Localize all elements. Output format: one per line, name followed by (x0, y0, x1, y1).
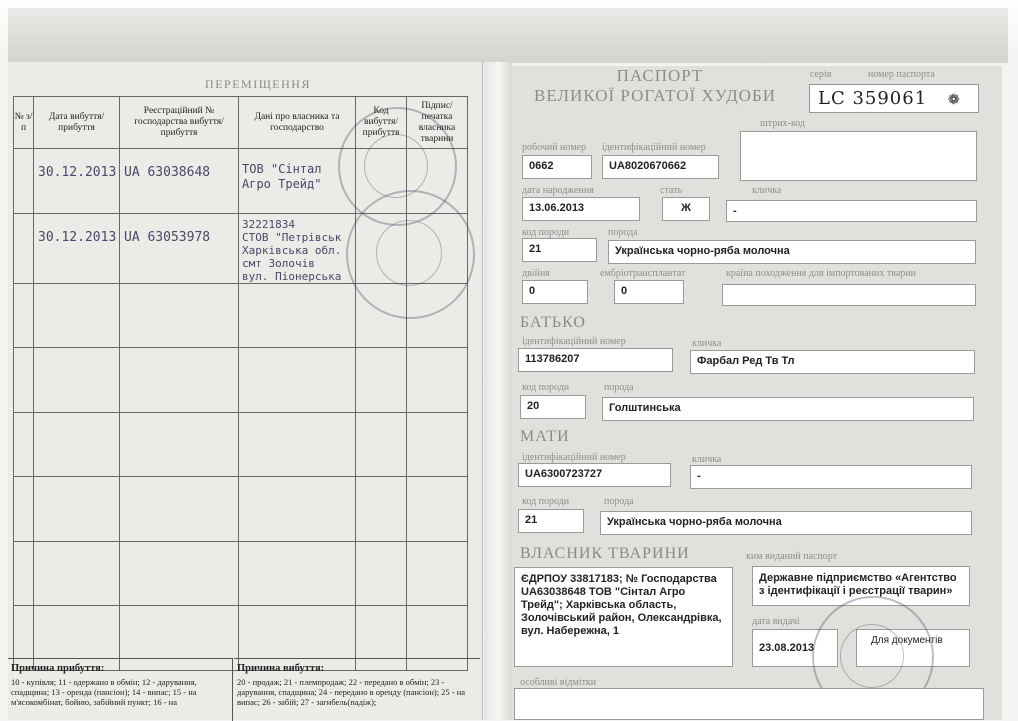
serial-label: серія (810, 69, 832, 80)
row2-owner-line3: Харківська обл. (242, 243, 342, 257)
passport-title-line2: ВЕЛИКОЇ РОГАТОЇ ХУДОБИ (534, 86, 776, 105)
passport-number-label: номер паспорта (868, 69, 935, 80)
dob-field: 13.06.2013 (522, 197, 640, 221)
table-row (14, 541, 468, 606)
father-section-title: БАТЬКО (520, 314, 586, 331)
arrival-reasons-title: Причина прибуття: (11, 663, 105, 674)
passport-serial-number: LC 359061 ❁ (809, 84, 979, 113)
nickname-field: - (726, 200, 977, 222)
mother-breed-field: Українська чорно-ряба молочна (600, 511, 972, 535)
row2-owner-line1: 32221834 (242, 217, 295, 231)
work-number-field: 0662 (522, 155, 592, 179)
notes-field (514, 688, 984, 720)
col-number: № з/п (14, 97, 34, 149)
breed-code-field: 21 (522, 238, 597, 262)
twins-field: 0 (522, 280, 588, 304)
sex-field: Ж (662, 197, 710, 221)
mother-breed-code-field: 21 (518, 509, 584, 533)
round-stamp-2-inner (376, 220, 442, 286)
col-reg-no: Реєстраційний № господарства вибуття/прибуття (120, 97, 239, 149)
dob-label: дата народження (522, 185, 594, 196)
issuer-field: Державне підприємство «Агентство з ідентифікації і реєстрації тварин» (752, 566, 970, 606)
mother-nickname-label: кличка (692, 454, 722, 465)
mother-id-field: UA6300723727 (518, 463, 671, 487)
issuer-label: ким виданий паспорт (746, 551, 838, 562)
row1-date: 30.12.2013 (38, 165, 117, 180)
mother-id-label: ідентифікаційний номер (522, 452, 626, 463)
row2-owner-line4: смт Золочів (242, 256, 315, 270)
departure-reasons (234, 658, 480, 721)
issue-date-field: 23.08.2013 (752, 629, 838, 667)
breed-label: порода (608, 227, 638, 238)
country-field (722, 284, 976, 306)
col-date: Дата вибуття/прибуття (34, 97, 120, 149)
embryo-label: ембріотрансплантат (600, 268, 686, 279)
row2-reg: UA 63053978 (124, 229, 211, 245)
sex-label: стать (660, 185, 683, 196)
twins-label: двійня (522, 268, 550, 279)
documents-field: Для документів (856, 629, 970, 667)
row2-date: 30.12.2013 (38, 229, 117, 245)
id-number-label: ідентифікаційний номер (602, 142, 706, 153)
mother-section-title: МАТИ (520, 428, 570, 445)
row1-owner-line2: Агро Трейд" (242, 177, 322, 191)
row2-owner-line5: вул. Піонерська (242, 269, 342, 283)
barcode-field (740, 131, 977, 181)
scan-top-shadow (8, 8, 1008, 63)
breed-code-label: код породи (522, 227, 570, 238)
notes-label: особливі відмітки (520, 677, 597, 688)
table-row (14, 477, 468, 542)
breed-field: Українська чорно-ряба молочна (608, 240, 976, 264)
issue-date-label: дата видачі (752, 616, 800, 627)
table-row (14, 348, 468, 413)
mother-breed-label: порода (604, 496, 634, 507)
father-nickname-field: Фарбал Ред Тв Тл (690, 350, 975, 374)
barcode-label: штрих-код (760, 118, 806, 129)
table-row (14, 412, 468, 477)
departure-reasons-text: 20 - продаж; 21 - племпродаж; 22 - передано в обмін; 23 - дарування, спадщина; 24 - передано в оренду (пансіон); 25 - на випас; 26 - забій; 27 - загибель(падіж); (237, 677, 466, 707)
movements-title: ПЕРЕМІЩЕННЯ (205, 77, 311, 91)
id-number-field: UA8020670662 (602, 155, 719, 179)
mother-breed-code-label: код породи (522, 496, 570, 507)
movements-page (8, 62, 483, 720)
arrival-reasons (8, 658, 233, 721)
agency-round-stamp-inner (840, 624, 904, 688)
country-label: країна походження для імпортованих тварин (726, 268, 916, 279)
father-id-label: ідентифікаційний номер (522, 336, 626, 347)
father-breed-code-field: 20 (520, 395, 586, 419)
departure-reasons-title: Причина вибуття: (237, 663, 325, 674)
round-stamp-1-inner (364, 134, 428, 198)
father-breed-field: Голштинська (602, 397, 974, 421)
col-owner: Дані про власника та господарство (239, 97, 356, 149)
arrival-reasons-text: 10 - купівля; 11 - одержано в обмін; 12 - дарування, спадщина; 13 - оренда (пансіон); 14 - випас; 15 - на м'ясокомбінат, бойню, забійний пункт; 16 - на (11, 677, 197, 707)
father-breed-code-label: код породи (522, 382, 570, 393)
owner-section-title: ВЛАСНИК ТВАРИНИ (520, 545, 690, 562)
embryo-field: 0 (614, 280, 684, 304)
mother-nickname-field: - (690, 465, 972, 489)
owner-info-field: ЄДРПОУ 33817183; № Господарства UA63038648 ТОВ "Сінтал Агро Трейд"; Харківська область, Золочівський район, Олександрівка, вул. Набережна, 1 (514, 567, 733, 667)
father-nickname-label: кличка (692, 338, 722, 349)
row2-owner-line2: СТОВ "Петрівськ (242, 230, 342, 244)
father-breed-label: порода (604, 382, 634, 393)
nickname-label: кличка (752, 185, 782, 196)
page-fold (484, 62, 512, 720)
col-signature: Підпис/печатка власника тварини (407, 97, 468, 149)
father-id-field: 113786207 (518, 348, 673, 372)
rosette-icon: ❁ (947, 92, 961, 108)
row1-owner-line1: ТОВ "Сінтал (242, 162, 322, 176)
work-number-label: робочий номер (522, 142, 586, 153)
row1-reg: UA 63038648 (124, 165, 211, 180)
passport-title-line1: ПАСПОРТ (616, 66, 704, 85)
col-code: Код вибуття/прибуття (356, 97, 407, 149)
